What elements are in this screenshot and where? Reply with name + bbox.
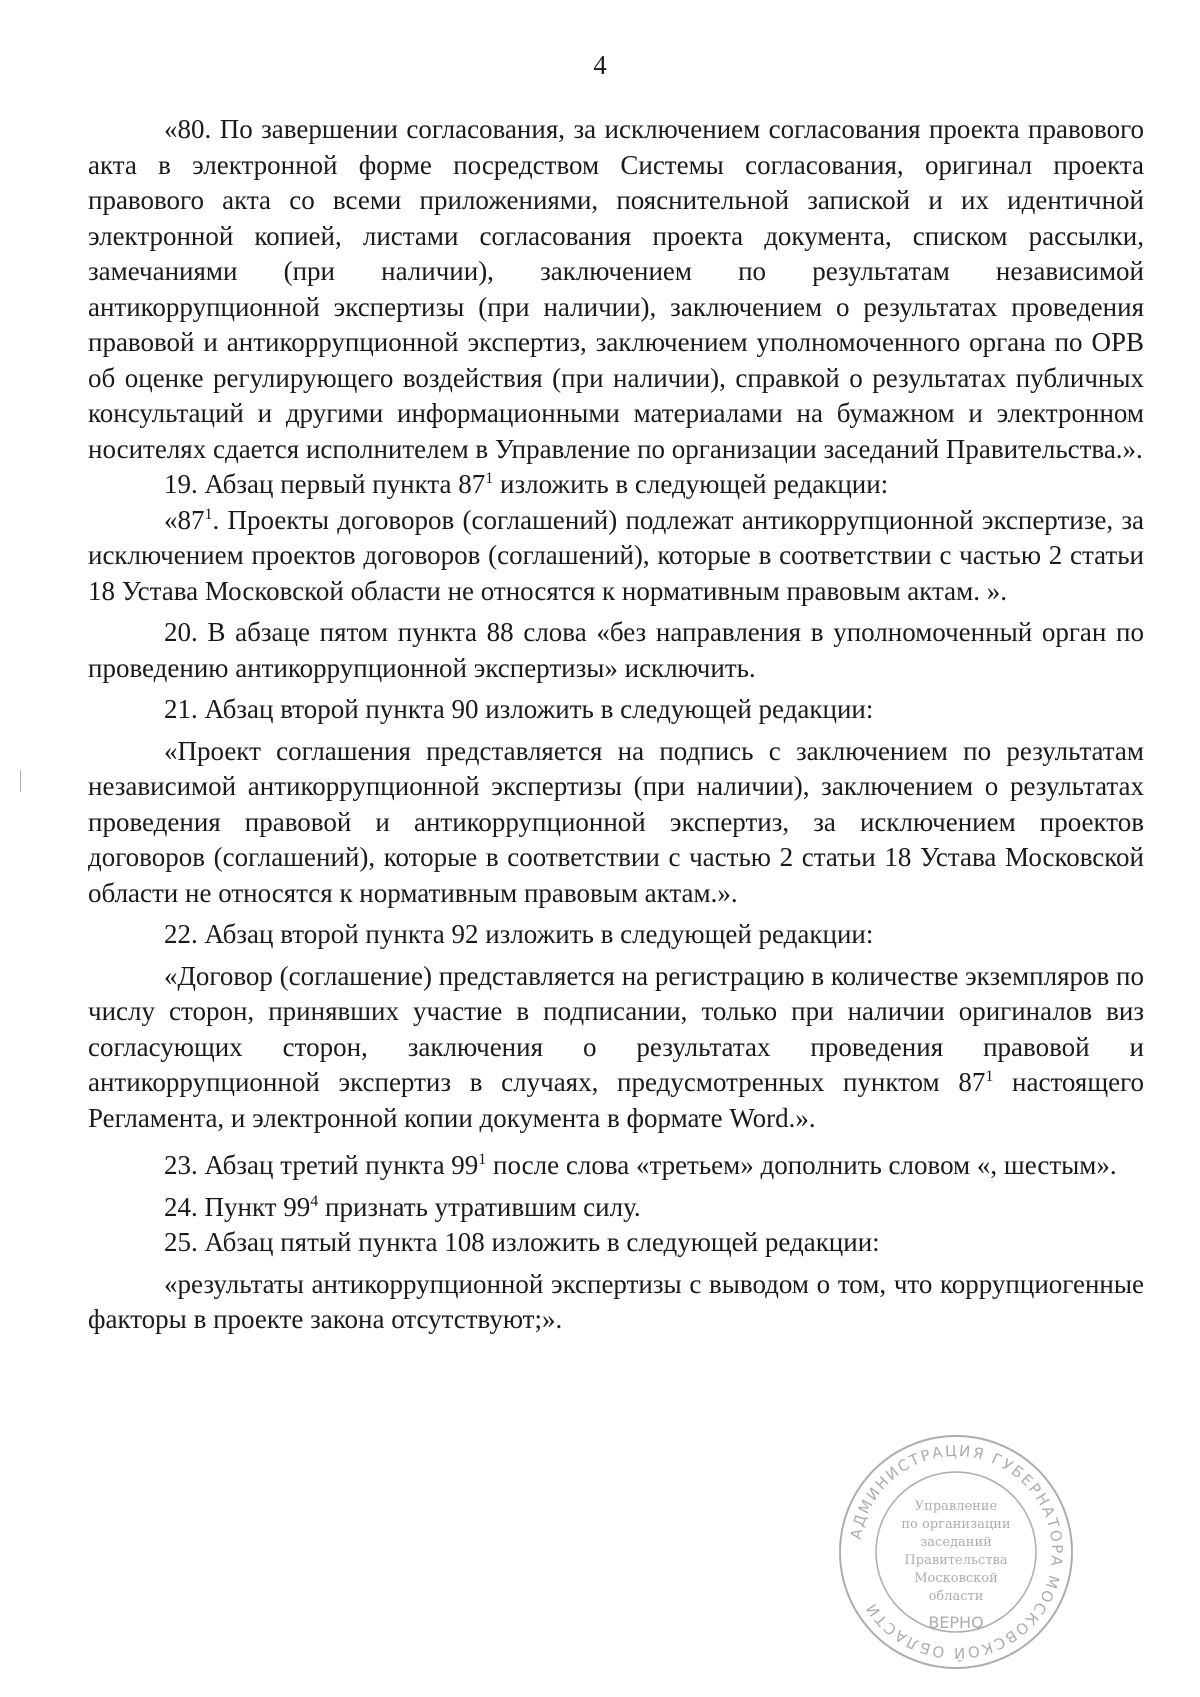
document-body [88, 112, 1144, 1338]
paragraph-80: «80. По завершении согласования, за исключением согласования проекта правового акта в электронной форме посредством Системы согласования, оригинал проекта правового акта со всеми приложениями, пояснительной запиской и их идентичной электронной копией, листами согласования проекта документа, списком рассылки, замечаниями (при наличии), заключением по результатам независимой антикоррупционной экспертизы (при наличии), заключением о результатах проведения правовой и антикоррупционной экспертиз, заключением уполномоченного органа по ОРВ об оценке регулирующего воздействия (при наличии), справкой о результатах публичных консультаций и другими информационными материалами на бумажном и электронном носителях сдается исполнителем в Управление по организации заседаний Правительства.». [88, 114, 1144, 464]
paragraph-87-1-quote: «$87^1$. Проекты договоров (соглашений) подлежат антикоррупционной экспертизе, за исключением проектов договоров (соглашений), которые в соответствии с частью 2 статьи 18 Устава Московской области не относятся к нормативным правовым актам. ». [88, 504, 1144, 606]
svg-text:Московской: Московской [914, 1571, 998, 1586]
margin-mark [20, 770, 21, 792]
official-seal-stamp [836, 1432, 1076, 1672]
svg-text:по организации: по организации [901, 1517, 1011, 1532]
svg-text:заседаний: заседаний [920, 1535, 992, 1550]
paragraph-24: 24. Пункт $99^4$ признать утратившим силу. [164, 1191, 641, 1222]
paragraph-21: 21. Абзац второй пункта 90 изложить в следующей редакции: [164, 694, 874, 724]
paragraph-20: 20. В абзаце пятом пункта 88 слова «без направления в уполномоченный орган по проведению антикоррупционной экспертизы» исключить. [88, 617, 1144, 683]
paragraph-92-quote: «Договор (соглашение) представляется на регистрацию в количестве экземпляров по числу сторон, принявших участие в подписании, только при наличии оригиналов виз согласующих сторон, заключения о результатах проведения правовой и антикоррупционной экспертиз в случаях, предусмотренных пунктом $87^1$ настоящего Регламента, и электронной копии документа в формате Word.». [88, 960, 1144, 1133]
seal-inner-text [901, 1499, 1010, 1604]
paragraph-108-quote: «результаты антикоррупционной экспертизы с выводом о том, что коррупциогенные факторы в проекте закона отсутствуют;». [88, 1268, 1144, 1334]
paragraph-25: 25. Абзац пятый пункта 108 изложить в следующей редакции: [164, 1227, 880, 1257]
paragraph-22: 22. Абзац второй пункта 92 изложить в следующей редакции: [164, 919, 874, 949]
page-number: 4 [593, 50, 607, 80]
svg-text:Управление: Управление [914, 1499, 998, 1514]
seal-outer-ring [840, 1436, 1072, 1668]
seal-verified-mark: ВЕРНО [928, 1613, 984, 1632]
paragraph-23: 23. Абзац третий пункта $99^1$ после слова «третьем» дополнить словом «, шестым». [164, 1150, 1117, 1180]
paragraph-19: 19. Абзац первый пункта $87^1$ изложить в следующей редакции: [164, 469, 889, 499]
svg-text:области: области [928, 1589, 984, 1604]
svg-text:Правительства: Правительства [904, 1553, 1008, 1568]
seal-outer-text: АДМИНИСТРАЦИЯ ГУБЕРНАТОРА МОСКОВСКОЙ ОБЛАСТИ [846, 1441, 1067, 1663]
seal-inner-ring [876, 1472, 1036, 1632]
paragraph-90-quote: «Проект соглашения представляется на подпись с заключением по результатам независимой антикоррупционной экспертизы (при наличии), заключением о результатах проведения правовой и антикоррупционной экспертиз, за исключением проектов договоров (соглашений), которые в соответствии с частью 2 статьи 18 Устава Московской области не относятся к нормативным правовым актам.». [88, 735, 1144, 908]
